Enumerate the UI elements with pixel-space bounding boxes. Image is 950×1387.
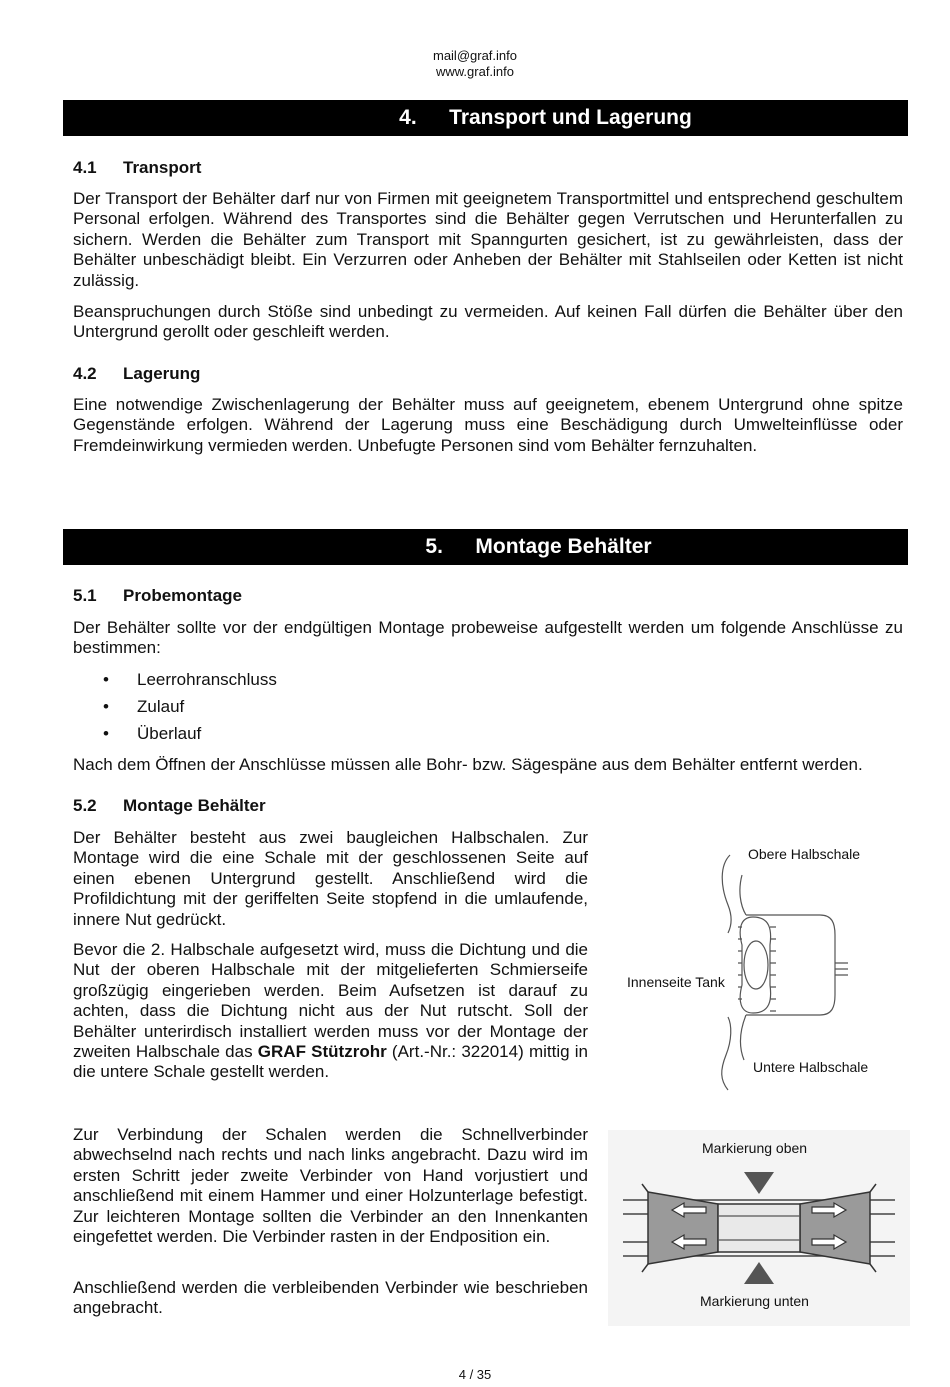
paragraph: Zur Verbindung der Schalen werden die Schnellverbinder abwechselnd nach rechts und nach links angebracht. Dazu wird im ersten Schritt jeder zweite Verbinder von Hand vorjustiert und anschließend mit einem Hammer und einer Holzunterlage befestigt. Zur leichteren Montage sollten die Verbinder an den Innenkanten eingefettet werden. Die Verbinder rasten in der Endposition ein. bbox=[73, 1125, 588, 1247]
section-number: 4.2 bbox=[73, 364, 97, 383]
section-5-2-heading bbox=[73, 796, 266, 816]
paragraph: Der Behälter besteht aus zwei baugleichen Halbschalen. Zur Montage wird die eine Schale mit der geschlossenen Seite auf einen ebenen Untergrund gestellt. Anschließend wird die Profildichtung mit der geriffelten Seite stopfend in die umlaufende, innere Nut gedrückt. bbox=[73, 828, 588, 929]
page-number: 4 / 35 bbox=[458, 1367, 492, 1382]
section-number: 4.1 bbox=[73, 158, 97, 177]
section-title: Montage Behälter bbox=[123, 796, 266, 815]
section-title: Lagerung bbox=[123, 364, 201, 383]
section-number: 5.1 bbox=[73, 586, 97, 605]
list-item bbox=[103, 724, 201, 744]
paragraph: Anschließend werden die verbleibenden Verbinder wie beschrieben angebracht. bbox=[73, 1278, 588, 1318]
section-number: 5.2 bbox=[73, 796, 97, 815]
seal-cross-section-figure bbox=[620, 835, 910, 1095]
seal-diagram-svg bbox=[620, 835, 910, 1095]
paragraph: Nach dem Öffnen der Anschlüsse müssen alle Bohr- bzw. Sägespäne aus dem Behälter entfernt werden. bbox=[73, 755, 863, 774]
paragraph: Beanspruchungen durch Stöße sind unbedingt zu vermeiden. Auf keinen Fall dürfen die Behälter über den Untergrund gerollt oder geschleift werden. bbox=[73, 302, 903, 342]
label-tank-inside: Innenseite Tank bbox=[627, 974, 725, 990]
label-lower-shell: Untere Halbschale bbox=[753, 1059, 869, 1075]
chapter-4-title: Transport und Lagerung bbox=[449, 106, 692, 129]
paragraph: Der Behälter sollte vor der endgültigen Montage probeweise aufgestellt werden um folgende Anschlüsse zu bestimmen: bbox=[73, 618, 903, 658]
section-4-1-heading bbox=[73, 158, 201, 178]
chapter-5-heading bbox=[63, 529, 908, 565]
list-item bbox=[103, 670, 277, 690]
text-run: (Art.-Nr.: 322014) mittig in die untere Schale gestellt werden. bbox=[73, 1042, 589, 1082]
chapter-4-number: 4. bbox=[399, 106, 417, 129]
list-item-text: Überlauf bbox=[137, 724, 202, 743]
section-5-1-heading bbox=[73, 586, 242, 606]
section-title: Transport bbox=[123, 158, 202, 177]
product-name: GRAF Stützrohr bbox=[257, 1042, 387, 1062]
label-marker-top: Markierung oben bbox=[702, 1140, 808, 1156]
header-website: www.graf.info bbox=[435, 64, 515, 79]
section-4-2-heading bbox=[73, 364, 200, 384]
chapter-5-title: Montage Behälter bbox=[475, 535, 652, 558]
bullet-icon: • bbox=[103, 670, 109, 689]
label-marker-bottom: Markierung unten bbox=[700, 1293, 809, 1309]
chapter-4-heading bbox=[63, 100, 908, 136]
connector-figure bbox=[608, 1130, 910, 1326]
header-email: mail@graf.info bbox=[432, 48, 517, 63]
list-item-text: Leerrohranschluss bbox=[137, 670, 277, 689]
paragraph: Der Transport der Behälter darf nur von Firmen mit geeignetem Transportmittel und entsprechend geschultem Personal erfolgen. Während des Transportes sind die Behälter gegen Verrutschen und Herunterfallen zu sichern. Werden die Behälter zum Transport mit Spanngurten gesichert, ist zu gewährleisten, dass der Behälter unbeschädigt bleibt. Ein Verzurren oder Anheben der Behälter mit Stahlseilen oder Ketten ist nicht zulässig. bbox=[73, 189, 903, 290]
label-upper-shell: Obere Halbschale bbox=[748, 846, 861, 862]
paragraph: Eine notwendige Zwischenlagerung der Behälter muss auf geeignetem, ebenem Untergrund ohne spitze Gegenstände erfolgen. Während der Lagerung muss eine Beschädigung durch Umwelteinflüsse oder Fremdeinwirkung vermieden werden. Unbefugte Personen sind vom Behälter fernzuhalten. bbox=[73, 395, 903, 455]
list-item bbox=[103, 697, 184, 717]
paragraph bbox=[73, 940, 588, 1083]
list-item-text: Zulauf bbox=[137, 697, 185, 716]
text-run: Bevor die 2. Halbschale aufgesetzt wird, muss die Dichtung und die Nut der oberen Halbschale mit der mitgelieferten Schmierseife großzügig eingerieben werden. Beim Aufsetzen ist darauf zu achten, dass die Dichtung nicht aus der Nut rutscht. Soll der Behälter unterirdisch installiert werden muss vor der Montage der zweiten Halbschale das bbox=[73, 940, 588, 1062]
chapter-5-number: 5. bbox=[425, 535, 443, 558]
bullet-icon: • bbox=[103, 697, 109, 716]
section-title: Probemontage bbox=[123, 586, 243, 605]
bullet-icon: • bbox=[103, 724, 109, 743]
